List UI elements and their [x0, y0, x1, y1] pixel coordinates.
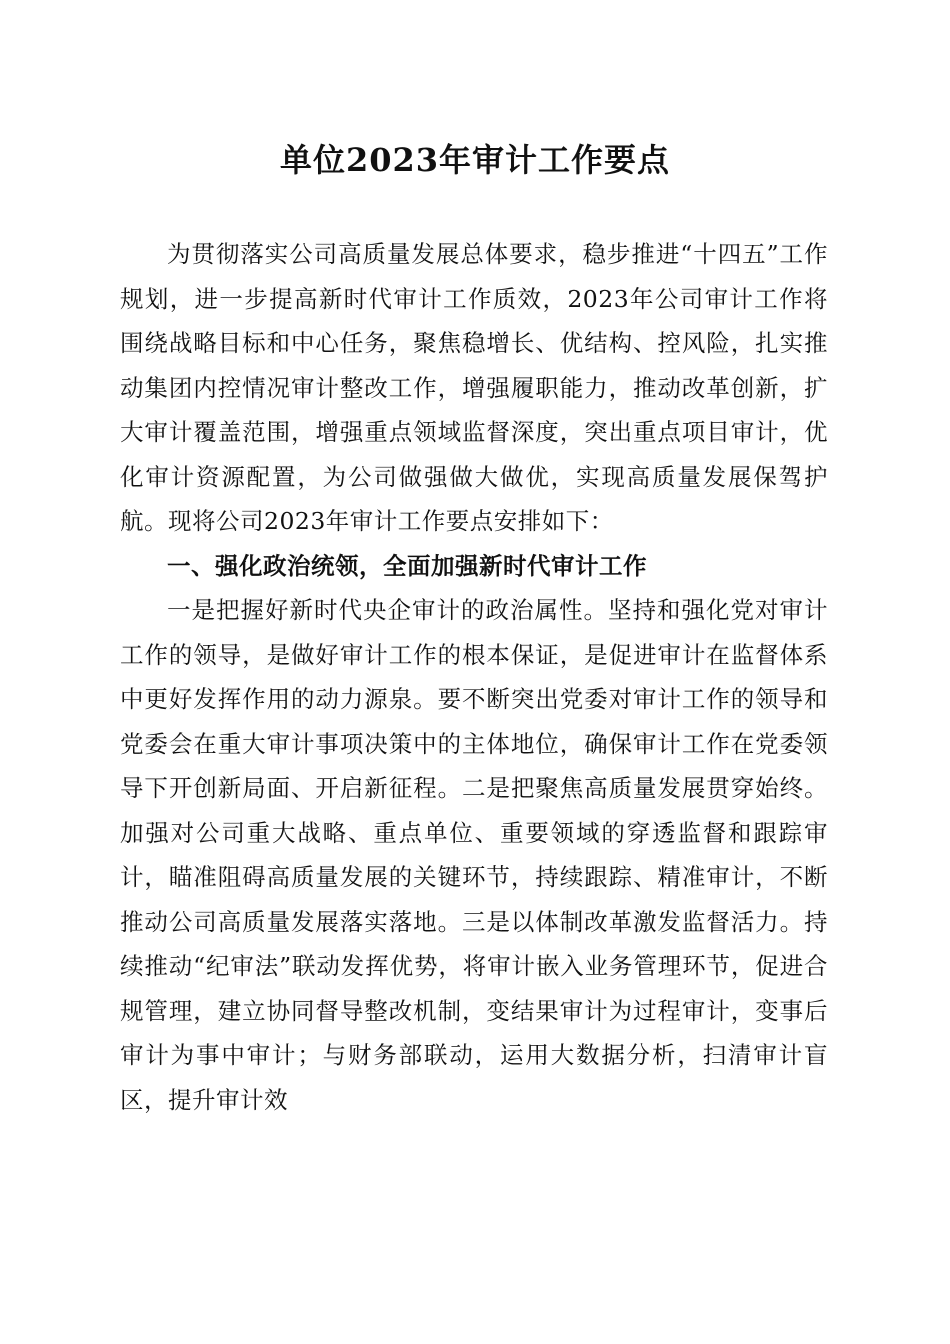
intro-paragraph: 为贯彻落实公司高质量发展总体要求，稳步推进“十四五”工作规划，进一步提高新时代审计工作质效，2023年公司审计工作将围绕战略目标和中心任务，聚焦稳增长、优结构、控风险，扎实推动集团内控情况审计整改工作，增强履职能力，推动改革创新，扩大审计覆盖范围，增强重点领域监督深度，突出重点项目审计，优化审计资源配置，为公司做强做大做优，实现高质量发展保驾护航。现将公司2023年审计工作要点安排如下：: [120, 240, 828, 535]
section-heading-1: 一、强化政治统领，全面加强新时代审计工作: [167, 551, 647, 580]
section-1-lead-sentence: 一是把握好新时代央企审计的政治属性。: [167, 596, 608, 624]
document-title: 单位2023年审计工作要点: [279, 141, 671, 179]
section-1-body-text: 坚持和强化党对审计工作的领导，是做好审计工作的根本保证，是促进审计在监督体系中更好发挥作用的动力源泉。要不断突出党委对审计工作的领导和党委会在重大审计事项决策中的主体地位，确保审计工作在党委领导下开创新局面、开启新征程。二是把聚焦高质量发展贯穿始终。加强对公司重大战略、重点单位、重要领域的穿透监督和跟踪审计，瞄准阻碍高质量发展的关键环节，持续跟踪、精准审计，不断推动公司高质量发展落实落地。三是以体制改革激发监督活力。持续推动“纪审法”联动发挥优势，将审计嵌入业务管理环节，促进合规管理，建立协同督导整改机制，变结果审计为过程审计，变事后审计为事中审计；与财务部联动，运用大数据分析，扫清审计盲区，提升审计效: [120, 596, 828, 1114]
section-1-paragraph: [120, 588, 828, 1122]
document-body: [120, 232, 828, 1122]
